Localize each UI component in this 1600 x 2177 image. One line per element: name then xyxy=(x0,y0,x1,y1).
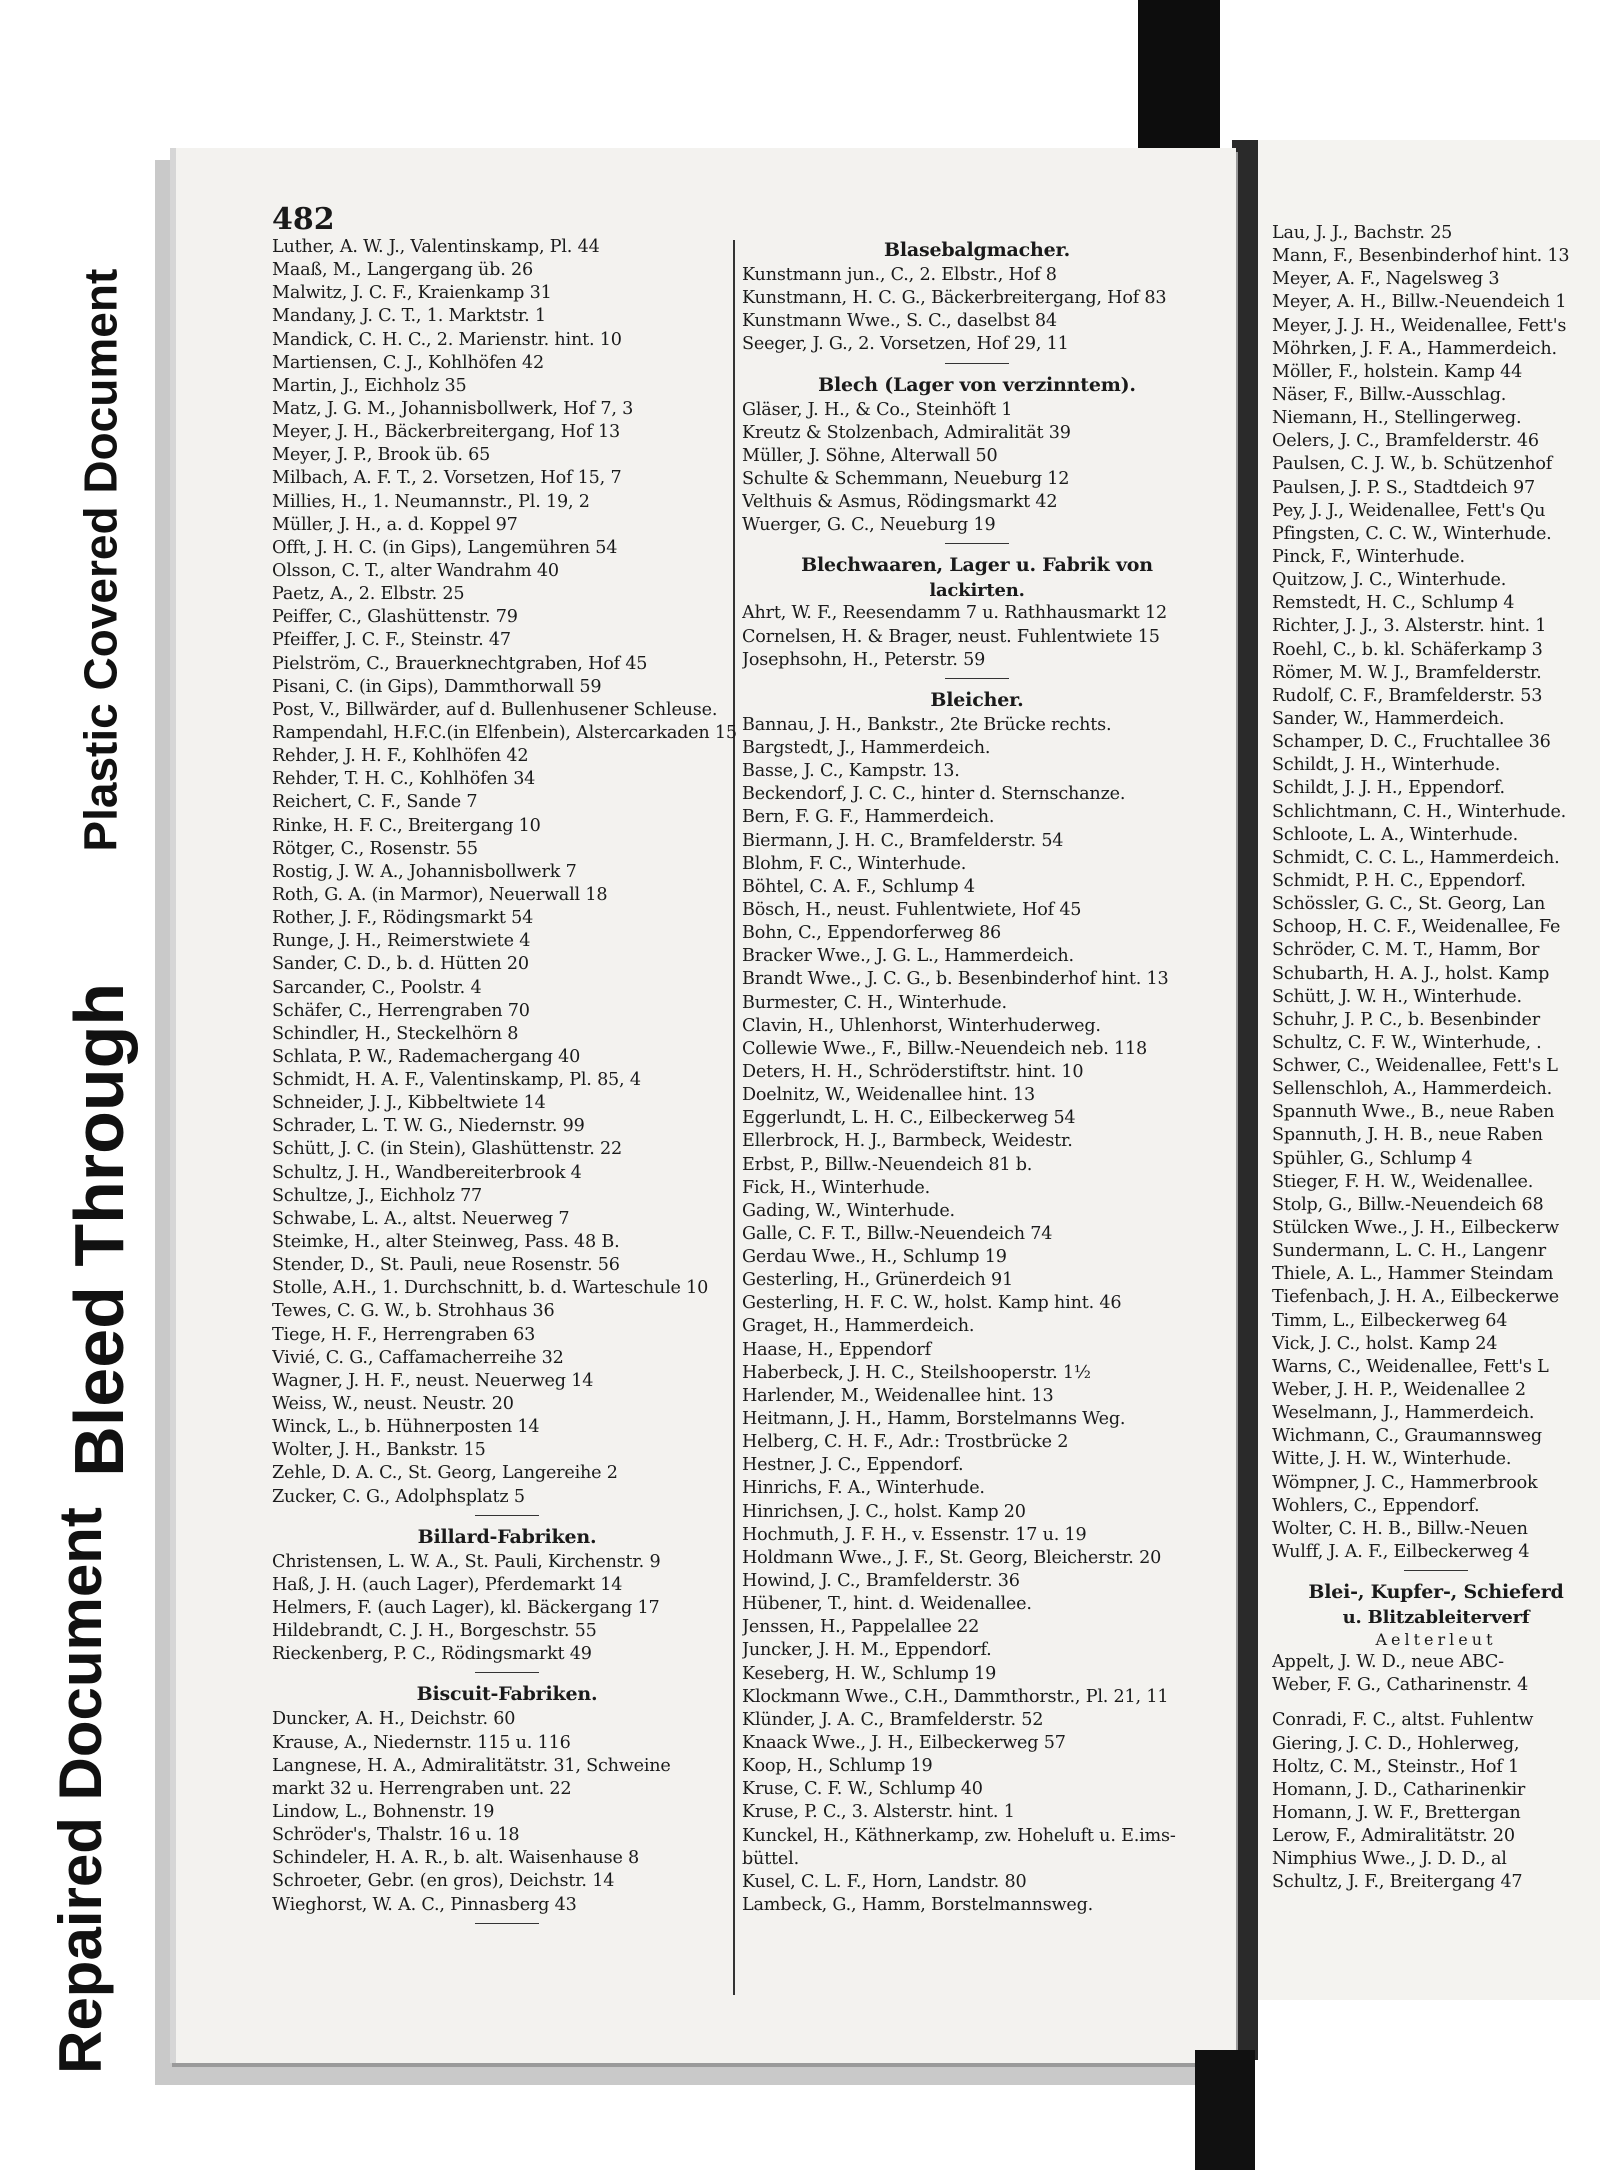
directory-entry: Wieghorst, W. A. C., Pinnasberg 43 xyxy=(272,1894,577,1915)
section-heading: Biscuit-Fabriken. xyxy=(416,1683,598,1706)
directory-entry: Schmidt, C. C. L., Hammerdeich. xyxy=(1272,847,1560,868)
directory-entry: Lerow, F., Admiralitätstr. 20 xyxy=(1272,1826,1515,1847)
directory-entry: markt 32 u. Herrengraben unt. 22 xyxy=(272,1778,572,1799)
directory-entry: Helmers, F. (auch Lager), kl. Bäckergang 17 xyxy=(272,1598,660,1619)
directory-entry: Pinck, F., Winterhude. xyxy=(1272,546,1465,567)
directory-entry: Wuerger, G. C., Neueburg 19 xyxy=(742,515,996,536)
directory-entry: Jenssen, H., Pappelallee 22 xyxy=(742,1617,980,1638)
directory-entry: Vivié, C. G., Caffamacherreihe 32 xyxy=(272,1347,564,1368)
directory-entry: Schultze, J., Eichholz 77 xyxy=(272,1185,483,1206)
directory-entry: Lau, J. J., Bachstr. 25 xyxy=(1272,223,1453,243)
plastic-covered-label xyxy=(40,240,160,880)
directory-entry: Hochmuth, J. F. H., v. Essenstr. 17 u. 19 xyxy=(742,1524,1087,1545)
directory-entry: Basse, J. C., Kampstr. 13. xyxy=(742,761,960,782)
directory-entry: Meyer, J. H., Bäckerbreitergang, Hof 13 xyxy=(272,422,620,443)
directory-entry: Hinrichsen, J. C., holst. Kamp 20 xyxy=(742,1501,1026,1522)
directory-entry: Paulsen, J. P. S., Stadtdeich 97 xyxy=(1272,477,1535,498)
directory-entry: Rudolf, C. F., Bramfelderstr. 53 xyxy=(1272,685,1543,706)
bleed-through-text: Bleed Through xyxy=(60,983,139,1477)
directory-entry: Gading, W., Winterhude. xyxy=(742,1200,955,1221)
directory-entry: Schneider, J. J., Kibbeltwiete 14 xyxy=(272,1093,546,1114)
directory-entry: Biermann, J. H. C., Bramfelderstr. 54 xyxy=(742,830,1064,851)
directory-entry: Schwer, C., Weidenallee, Fett's L xyxy=(1272,1056,1558,1077)
directory-entry: Gläser, J. H., & Co., Steinhöft 1 xyxy=(742,399,1013,420)
directory-entry: Clavin, H., Uhlenhorst, Winterhuderweg. xyxy=(742,1015,1101,1036)
directory-entry: Witte, J. H. W., Winterhude. xyxy=(1272,1449,1512,1470)
directory-entry: Wagner, J. H. F., neust. Neuerweg 14 xyxy=(272,1370,594,1391)
directory-entry: Langnese, H. A., Admiralitätstr. 31, Schweine xyxy=(272,1755,671,1776)
directory-entry: Mandick, C. H. C., 2. Marienstr. hint. 10 xyxy=(272,329,622,350)
directory-entry: Weber, J. H. P., Weidenallee 2 xyxy=(1272,1380,1526,1401)
directory-entry: Oelers, J. C., Bramfelderstr. 46 xyxy=(1272,431,1539,452)
directory-entry: Koop, H., Schlump 19 xyxy=(742,1756,933,1777)
directory-entry: Maaß, M., Langergang üb. 26 xyxy=(272,260,534,281)
directory-entry: Rother, J. F., Rödingsmarkt 54 xyxy=(272,908,534,929)
directory-entry: Spühler, G., Schlump 4 xyxy=(1272,1148,1473,1169)
directory-entry: Malwitz, J. C. F., Kraienkamp 31 xyxy=(272,283,552,304)
directory-entry: Hestner, J. C., Eppendorf. xyxy=(742,1455,964,1476)
directory-entry: Rehder, J. H. F., Kohlhöfen 42 xyxy=(272,746,529,767)
directory-entry: Wulff, J. A. F., Eilbeckerweg 4 xyxy=(1272,1542,1530,1563)
directory-entry: Kreutz & Stolzenbach, Admiralität 39 xyxy=(742,422,1071,443)
directory-entry: Reichert, C. F., Sande 7 xyxy=(272,792,478,813)
directory-entry: Quitzow, J. C., Winterhude. xyxy=(1272,570,1507,591)
directory-entry: Kusel, C. L. F., Horn, Landstr. 80 xyxy=(742,1871,1027,1892)
section-heading: u. Blitzableiterverf xyxy=(1342,1607,1530,1629)
directory-entry: Appelt, J. W. D., neue ABC- xyxy=(1272,1652,1504,1673)
book-edge-shadow xyxy=(1195,2050,1255,2170)
directory-entry: Schamper, D. C., Fruchtallee 36 xyxy=(1272,732,1551,753)
directory-entry: Pfingsten, C. C. W., Winterhude. xyxy=(1272,523,1552,544)
directory-entry: Schütt, J. W. H., Winterhude. xyxy=(1272,986,1522,1007)
directory-entry: Spannuth, J. H. B., neue Raben xyxy=(1272,1125,1543,1146)
directory-entry: Pisani, C. (in Gips), Dammthorwall 59 xyxy=(272,676,602,697)
directory-entry: Schindler, H., Steckelhörn 8 xyxy=(272,1023,519,1044)
section-rule xyxy=(272,1917,742,1931)
section-heading: Blech (Lager von verzinntem). xyxy=(818,373,1136,396)
directory-entry: Josephsohn, H., Peterstr. 59 xyxy=(742,649,986,670)
directory-entry: Schindeler, H. A. R., b. alt. Waisenhause 8 xyxy=(272,1848,640,1869)
directory-entry: Weber, F. G., Catharinenstr. 4 xyxy=(1272,1675,1529,1696)
directory-entry: Stender, D., St. Pauli, neue Rosenstr. 56 xyxy=(272,1255,620,1276)
section-rule xyxy=(742,537,1212,551)
directory-entry: Schildt, J. H., Winterhude. xyxy=(1272,755,1501,776)
directory-entry: Bohn, C., Eppendorferweg 86 xyxy=(742,923,1002,944)
directory-entry: Ahrt, W. F., Reesendamm 7 u. Rathhausmarkt 12 xyxy=(742,603,1168,624)
directory-entry: Luther, A. W. J., Valentinskamp, Pl. 44 xyxy=(272,237,600,257)
repaired-document-label xyxy=(0,1506,160,2074)
middle-column xyxy=(742,236,1212,1917)
directory-entry: Niemann, H., Stellingerweg. xyxy=(1272,408,1522,429)
directory-entry: Kunckel, H., Käthnerkamp, zw. Hoheluft u. E.ims- xyxy=(742,1825,1176,1846)
directory-entry: Schrader, L. T. W. G., Niedernstr. 99 xyxy=(272,1116,585,1137)
directory-entry: Seeger, J. G., 2. Vorsetzen, Hof 29, 11 xyxy=(742,334,1069,355)
directory-entry: Wohlers, C., Eppendorf. xyxy=(1272,1495,1480,1516)
directory-entry: Graget, H., Hammerdeich. xyxy=(742,1316,975,1337)
directory-entry: Schössler, G. C., St. Georg, Lan xyxy=(1272,894,1546,915)
directory-entry: Schildt, J. J. H., Eppendorf. xyxy=(1272,778,1505,799)
directory-entry: Hildebrandt, C. J. H., Borgeschstr. 55 xyxy=(272,1621,597,1642)
directory-entry: Meyer, J. P., Brook üb. 65 xyxy=(272,445,491,466)
directory-entry: Schlata, P. W., Rademachergang 40 xyxy=(272,1046,581,1067)
directory-entry: Vick, J. C., holst. Kamp 24 xyxy=(1272,1333,1498,1354)
directory-entry: Wichmann, C., Graumannsweg xyxy=(1272,1426,1542,1447)
directory-entry: Runge, J. H., Reimerstwiete 4 xyxy=(272,931,531,952)
directory-entry: Schultz, C. F. W., Winterhude, . xyxy=(1272,1032,1542,1053)
directory-entry: Meyer, J. J. H., Weidenallee, Fett's xyxy=(1272,315,1567,336)
directory-entry: Schuhr, J. P. C., b. Besenbinder xyxy=(1272,1009,1540,1030)
directory-entry: Helberg, C. H. F., Adr.: Trostbrücke 2 xyxy=(742,1432,1069,1453)
directory-entry: Knaack Wwe., J. H., Eilbeckerweg 57 xyxy=(742,1733,1066,1754)
directory-entry: Sundermann, L. C. H., Langenr xyxy=(1272,1241,1546,1262)
directory-entry: Möller, F., holstein. Kamp 44 xyxy=(1272,361,1523,382)
directory-entry: Kunstmann jun., C., 2. Elbstr., Hof 8 xyxy=(742,265,1057,285)
directory-entry: Giering, J. C. D., Hohlerweg, xyxy=(1272,1733,1520,1754)
directory-entry: Blohm, F. C., Winterhude. xyxy=(742,853,967,874)
directory-entry: Homann, J. W. F., Brettergan xyxy=(1272,1803,1521,1823)
directory-entry: Haß, J. H. (auch Lager), Pferdemarkt 14 xyxy=(272,1574,623,1595)
directory-entry: Thiele, A. L., Hammer Steindam xyxy=(1272,1264,1554,1285)
directory-entry: Rinke, H. F. C., Breitergang 10 xyxy=(272,815,541,836)
directory-entry: Winck, L., b. Hühnerposten 14 xyxy=(272,1417,540,1438)
section-heading: Bleicher. xyxy=(930,688,1024,711)
directory-entry: Wolter, C. H. B., Billw.-Neuen xyxy=(1272,1518,1528,1539)
directory-entry: Schulte & Schemmann, Neueburg 12 xyxy=(742,468,1070,489)
left-column xyxy=(272,236,742,1931)
directory-entry: Nimphius Wwe., J. D. D., al xyxy=(1272,1849,1507,1870)
directory-entry: Holdmann Wwe., J. F., St. Georg, Bleicherstr. 20 xyxy=(742,1547,1162,1568)
section-heading: Blechwaaren, Lager u. Fabrik von xyxy=(801,554,1153,577)
directory-entry: Keseberg, H. W., Schlump 19 xyxy=(742,1663,997,1684)
directory-entry: Hübener, T., hint. d. Weidenallee. xyxy=(742,1594,1032,1615)
directory-entry: Kunstmann Wwe., S. C., daselbst 84 xyxy=(742,311,1057,332)
directory-entry: Offt, J. H. C. (in Gips), Langemühren 54 xyxy=(272,537,618,558)
section-heading: Blei-, Kupfer-, Schieferd xyxy=(1308,1581,1564,1604)
directory-entry: Beckendorf, J. C. C., hinter d. Sternschanze. xyxy=(742,784,1126,805)
directory-entry: Brandt Wwe., J. C. G., b. Besenbinderhof hint. 13 xyxy=(742,969,1169,990)
directory-entry: Post, V., Billwärder, auf d. Bullenhusener Schleuse. xyxy=(272,699,718,720)
directory-entry: Zehle, D. A. C., St. Georg, Langereihe 2 xyxy=(272,1463,618,1484)
directory-entry: Cornelsen, H. & Brager, neust. Fuhlentwiete 15 xyxy=(742,626,1160,647)
directory-entry: Schubarth, H. A. J., holst. Kamp xyxy=(1272,963,1550,984)
directory-entry: Stieger, F. H. W., Weidenallee. xyxy=(1272,1171,1534,1192)
directory-entry: Milbach, A. F. T., 2. Vorsetzen, Hof 15, 7 xyxy=(272,468,622,489)
section-gap xyxy=(1272,1697,1600,1709)
directory-entry: Bargstedt, J., Hammerdeich. xyxy=(742,737,991,758)
directory-entry: Schröder, C. M. T., Hamm, Bor xyxy=(1272,940,1540,961)
directory-entry: Richter, J. J., 3. Alsterstr. hint. 1 xyxy=(1272,616,1547,637)
directory-entry: Gesterling, H. F. C. W., holst. Kamp hint. 46 xyxy=(742,1293,1122,1314)
directory-entry: Schroeter, Gebr. (en gros), Deichstr. 14 xyxy=(272,1871,615,1892)
directory-entry: Paetz, A., 2. Elbstr. 25 xyxy=(272,584,465,605)
directory-entry: Warns, C., Weidenallee, Fett's L xyxy=(1272,1356,1549,1377)
directory-entry: Haberbeck, J. H. C., Steilshooperstr. 1½ xyxy=(742,1362,1091,1383)
directory-entry: Doelnitz, W., Weidenallee hint. 13 xyxy=(742,1085,1035,1106)
directory-entry: Zucker, C. G., Adolphsplatz 5 xyxy=(272,1486,525,1507)
directory-entry: Stolp, G., Billw.-Neuendeich 68 xyxy=(1272,1194,1544,1215)
directory-entry: Schloote, L. A., Winterhude. xyxy=(1272,824,1519,845)
directory-entry: Timm, L., Eilbeckerweg 64 xyxy=(1272,1310,1508,1331)
directory-entry: Sarcander, C., Poolstr. 4 xyxy=(272,977,482,998)
directory-entry: Schoop, H. C. F., Weidenallee, Fe xyxy=(1272,917,1561,938)
directory-entry: Kruse, C. F. W., Schlump 40 xyxy=(742,1779,983,1800)
directory-entry: Meyer, A. H., Billw.-Neuendeich 1 xyxy=(1272,292,1567,313)
directory-entry: Spannuth Wwe., B., neue Raben xyxy=(1272,1102,1555,1123)
directory-entry: Müller, J. Söhne, Alterwall 50 xyxy=(742,445,998,466)
directory-entry: Schmidt, H. A. F., Valentinskamp, Pl. 85, 4 xyxy=(272,1070,641,1091)
directory-entry: Wolter, J. H., Bankstr. 15 xyxy=(272,1440,486,1461)
directory-entry: Deters, H. H., Schröderstiftstr. hint. 10 xyxy=(742,1061,1084,1082)
section-heading: Billard-Fabriken. xyxy=(417,1525,597,1548)
directory-entry: büttel. xyxy=(742,1848,799,1869)
directory-entry: Bracker Wwe., J. G. L., Hammerdeich. xyxy=(742,946,1074,967)
directory-entry: Rieckenberg, P. C., Rödingsmarkt 49 xyxy=(272,1644,592,1665)
directory-entry: Sander, W., Hammerdeich. xyxy=(1272,708,1505,729)
directory-entry: Christensen, L. W. A., St. Pauli, Kirchenstr. 9 xyxy=(272,1551,661,1572)
directory-entry: Bern, F. G. F., Hammerdeich. xyxy=(742,807,995,828)
directory-entry: Meyer, A. F., Nagelsweg 3 xyxy=(1272,269,1500,290)
directory-entry: Schwabe, L. A., altst. Neuerweg 7 xyxy=(272,1208,570,1229)
section-rule xyxy=(1272,1564,1600,1578)
directory-entry: Hinrichs, F. A., Winterhude. xyxy=(742,1478,985,1499)
directory-entry: Schütt, J. C. (in Stein), Glashüttenstr. 22 xyxy=(272,1139,623,1160)
directory-entry: Tewes, C. G. W., b. Strohhaus 36 xyxy=(272,1301,555,1322)
section-rule xyxy=(742,357,1212,371)
directory-entry: Conradi, F. C., altst. Fuhlentw xyxy=(1272,1710,1534,1731)
directory-entry: Sander, C. D., b. d. Hütten 20 xyxy=(272,954,529,975)
directory-entry: Collewie Wwe., F., Billw.-Neuendeich neb. 118 xyxy=(742,1038,1148,1059)
right-column xyxy=(1272,222,1600,1895)
directory-entry: Sellenschloh, A., Hammerdeich. xyxy=(1272,1079,1552,1100)
directory-entry: Schlichtmann, C. H., Winterhude. xyxy=(1272,801,1567,822)
directory-entry: Müller, J. H., a. d. Koppel 97 xyxy=(272,514,518,535)
directory-entry: Erbst, P., Billw.-Neuendeich 81 b. xyxy=(742,1154,1033,1175)
directory-entry: Holtz, C. M., Steinstr., Hof 1 xyxy=(1272,1756,1519,1777)
directory-entry: Galle, C. F. T., Billw.-Neuendeich 74 xyxy=(742,1223,1053,1244)
plastic-covered-text: Plastic Covered Document xyxy=(73,268,126,852)
directory-entry: Gerdau Wwe., H., Schlump 19 xyxy=(742,1247,1007,1268)
directory-entry: Gesterling, H., Grünerdeich 91 xyxy=(742,1270,1013,1291)
directory-entry: Pfeiffer, J. C. F., Steinstr. 47 xyxy=(272,630,511,651)
section-rule xyxy=(272,1666,742,1680)
directory-entry: Roehl, C., b. kl. Schäferkamp 3 xyxy=(1272,639,1543,660)
directory-entry: Pielström, C., Brauerknechtgraben, Hof 45 xyxy=(272,653,648,674)
directory-entry: Roth, G. A. (in Marmor), Neuerwall 18 xyxy=(272,884,608,905)
directory-entry: Weiss, W., neust. Neustr. 20 xyxy=(272,1394,514,1415)
directory-entry: Stolle, A.H., 1. Durchschnitt, b. d. Warteschule 10 xyxy=(272,1278,709,1299)
directory-entry: Matz, J. G. M., Johannisbollwerk, Hof 7, 3 xyxy=(272,398,634,419)
directory-entry: Howind, J. C., Bramfelderstr. 36 xyxy=(742,1571,1020,1592)
directory-entry: Rostig, J. W. A., Johannisbollwerk 7 xyxy=(272,861,577,882)
repaired-document-text: Repaired Document xyxy=(46,1506,114,2074)
directory-entry: Bösch, H., neust. Fuhlentwiete, Hof 45 xyxy=(742,899,1082,920)
directory-entry: Fick, H., Winterhude. xyxy=(742,1177,931,1198)
directory-entry: Remstedt, H. C., Schlump 4 xyxy=(1272,593,1515,614)
directory-entry: Eggerlundt, L. H. C., Eilbeckerweg 54 xyxy=(742,1108,1076,1129)
directory-entry: Homann, J. D., Catharinenkir xyxy=(1272,1779,1526,1800)
directory-entry: Olsson, C. T., alter Wandrahm 40 xyxy=(272,560,559,581)
directory-entry: Wömpner, J. C., Hammerbrook xyxy=(1272,1472,1538,1493)
directory-entry: Krause, A., Niedernstr. 115 u. 116 xyxy=(272,1732,571,1753)
book-spine-shadow xyxy=(1138,0,1220,150)
directory-entry: Martin, J., Eichholz 35 xyxy=(272,375,467,396)
directory-entry: Klünder, J. A. C., Bramfelderstr. 52 xyxy=(742,1709,1044,1730)
directory-entry: Schultz, J. F., Breitergang 47 xyxy=(1272,1872,1523,1893)
directory-entry: Duncker, A. H., Deichstr. 60 xyxy=(272,1709,516,1730)
directory-entry: Lambeck, G., Hamm, Borstelmannsweg. xyxy=(742,1895,1094,1915)
section-rule xyxy=(272,1509,742,1523)
directory-entry: Velthuis & Asmus, Rödingsmarkt 42 xyxy=(742,492,1058,513)
page-number: 482 xyxy=(272,202,335,237)
directory-entry: Näser, F., Billw.-Ausschlag. xyxy=(1272,384,1507,405)
directory-entry: Böhtel, C. A. F., Schlump 4 xyxy=(742,876,975,897)
directory-entry: Burmester, C. H., Winterhude. xyxy=(742,992,1007,1013)
directory-entry: Heitmann, J. H., Hamm, Borstelmanns Weg. xyxy=(742,1409,1126,1430)
directory-entry: Kunstmann, H. C. G., Bäckerbreitergang, Hof 83 xyxy=(742,288,1167,309)
section-heading: Blasebalgmacher. xyxy=(883,239,1071,261)
directory-entry: Mann, F., Besenbinderhof hint. 13 xyxy=(1272,246,1570,267)
section-rule xyxy=(742,672,1212,686)
directory-entry: Pey, J. J., Weidenallee, Fett's Qu xyxy=(1272,500,1546,521)
directory-entry: Peiffer, C., Glashüttenstr. 79 xyxy=(272,607,518,628)
directory-entry: Weselmann, J., Hammerdeich. xyxy=(1272,1403,1535,1424)
directory-entry: Rampendahl, H.F.C.(in Elfenbein), Alstercarkaden 15 xyxy=(272,722,737,743)
directory-entry: Rötger, C., Rosenstr. 55 xyxy=(272,838,478,859)
directory-entry: Schultz, J. H., Wandbereiterbrook 4 xyxy=(272,1162,582,1183)
directory-entry: Harlender, M., Weidenallee hint. 13 xyxy=(742,1385,1054,1406)
directory-entry: Ellerbrock, H. J., Barmbeck, Weidestr. xyxy=(742,1131,1073,1152)
directory-entry: Klockmann Wwe., C.H., Dammthorstr., Pl. 21, 11 xyxy=(742,1686,1169,1707)
directory-entry: Rehder, T. H. C., Kohlhöfen 34 xyxy=(272,769,536,790)
directory-entry: Kruse, P. C., 3. Alsterstr. hint. 1 xyxy=(742,1802,1015,1823)
directory-entry: Römer, M. W. J., Bramfelderstr. xyxy=(1272,662,1542,683)
directory-entry: Steimke, H., alter Steinweg, Pass. 48 B. xyxy=(272,1232,620,1253)
directory-entry: Stülcken Wwe., J. H., Eilbeckerw xyxy=(1272,1218,1560,1239)
directory-entry: Tiefenbach, J. H. A., Eilbeckerwe xyxy=(1272,1287,1560,1308)
directory-entry: Schäfer, C., Herrengraben 70 xyxy=(272,1000,530,1021)
directory-entry: Paulsen, C. J. W., b. Schützenhof xyxy=(1272,454,1553,475)
directory-entry: Haase, H., Eppendorf xyxy=(742,1339,931,1360)
directory-entry: Schmidt, P. H. C., Eppendorf. xyxy=(1272,870,1526,891)
directory-entry: Millies, H., 1. Neumannstr., Pl. 19, 2 xyxy=(272,491,590,512)
directory-entry: Schröder's, Thalstr. 16 u. 18 xyxy=(272,1825,520,1846)
directory-entry: Tiege, H. F., Herrengraben 63 xyxy=(272,1324,536,1345)
directory-entry: Bannau, J. H., Bankstr., 2te Brücke rechts. xyxy=(742,714,1112,735)
directory-entry: Mandany, J. C. T., 1. Marktstr. 1 xyxy=(272,306,546,327)
section-heading: Aelterleut xyxy=(1375,1630,1497,1650)
directory-entry: Juncker, J. H. M., Eppendorf. xyxy=(742,1640,992,1661)
directory-entry: Möhrken, J. F. A., Hammerdeich. xyxy=(1272,338,1557,359)
directory-entry: Martiensen, C. J., Kohlhöfen 42 xyxy=(272,352,544,373)
section-heading: lackirten. xyxy=(929,580,1025,602)
bleed-through-label xyxy=(40,880,160,1580)
directory-entry: Lindow, L., Bohnenstr. 19 xyxy=(272,1802,495,1822)
